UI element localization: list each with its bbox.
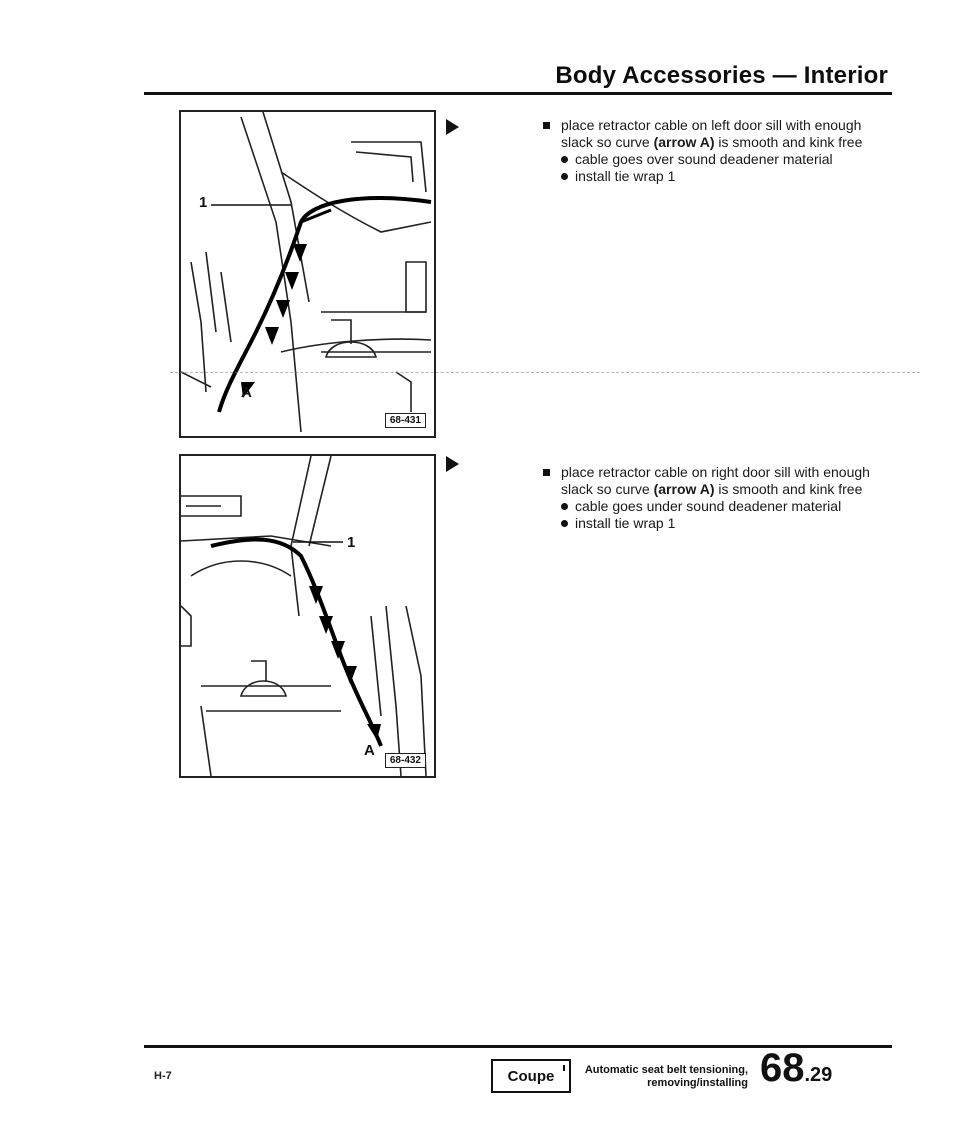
model-label-box: Coupe xyxy=(491,1059,571,1093)
illustration-left-door-sill xyxy=(181,112,434,436)
callout-tie-wrap-1: 1 xyxy=(347,534,356,551)
square-bullet-icon xyxy=(543,469,550,476)
callout-arrow-a: A xyxy=(364,742,375,759)
callout-arrow-a: A xyxy=(241,384,252,401)
page-number-minor: .29 xyxy=(804,1064,833,1086)
dot-bullet-icon xyxy=(561,156,568,163)
list-item xyxy=(543,151,883,168)
scan-artifact-line xyxy=(170,372,920,373)
list-item xyxy=(543,515,883,532)
list-item xyxy=(543,498,883,515)
page-number xyxy=(760,1046,832,1091)
figure-left-door-sill xyxy=(179,110,436,438)
list-item-text: install tie wrap 1 xyxy=(575,515,676,531)
instruction-step-left-door xyxy=(543,117,883,185)
square-bullet-icon xyxy=(543,122,550,129)
step-main-text xyxy=(543,464,883,498)
figure-number: 68-431 xyxy=(385,413,426,428)
step-emphasis: (arrow A) xyxy=(653,134,715,150)
step-text-part: is smooth and kink free xyxy=(714,481,863,497)
dot-bullet-icon xyxy=(561,520,568,527)
section-description-line: removing/installing xyxy=(647,1077,748,1089)
list-item-text: install tie wrap 1 xyxy=(575,168,676,184)
step-main-text xyxy=(543,117,883,151)
instruction-step-right-door xyxy=(543,464,883,532)
section-description xyxy=(582,1064,748,1090)
illustration-right-door-sill xyxy=(181,456,434,776)
dot-bullet-icon xyxy=(561,173,568,180)
step-text-part: place retractor cable on left door sill with enough slack so curve xyxy=(561,117,862,150)
figure-right-door-sill xyxy=(179,454,436,778)
list-item-text: cable goes under sound deadener material xyxy=(575,498,842,514)
section-description-line: Automatic seat belt tensioning, xyxy=(584,1064,748,1076)
step-text-part: place retractor cable on right door sill with enough slack so curve xyxy=(561,464,870,497)
page-number-major: 68 xyxy=(760,1046,805,1090)
pointer-arrow-icon xyxy=(446,456,459,472)
pointer-arrow-icon xyxy=(446,119,459,135)
callout-tie-wrap-1: 1 xyxy=(199,194,208,211)
list-item-text: cable goes over sound deadener material xyxy=(575,151,833,167)
figure-number: 68-432 xyxy=(385,753,426,768)
sub-list xyxy=(543,498,883,532)
sub-list xyxy=(543,151,883,185)
step-emphasis: (arrow A) xyxy=(653,481,715,497)
header-rule xyxy=(144,92,892,95)
page-title: Body Accessories — Interior xyxy=(555,62,888,89)
list-item xyxy=(543,168,883,185)
step-text-part: is smooth and kink free xyxy=(714,134,863,150)
dot-bullet-icon xyxy=(561,503,568,510)
page-id: H-7 xyxy=(154,1070,172,1082)
